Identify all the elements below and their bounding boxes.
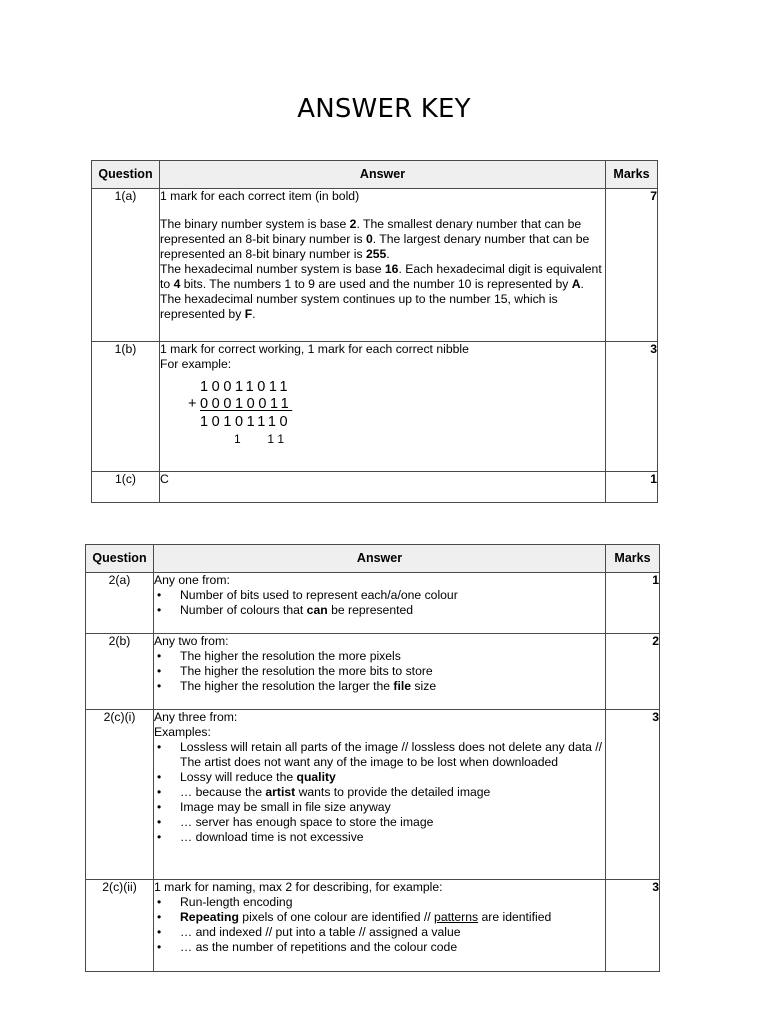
question-number: 2(a) bbox=[86, 573, 154, 634]
answer-intro: 1 mark for each correct item (in bold) bbox=[160, 189, 360, 203]
answer-cell bbox=[154, 634, 606, 710]
marks-value: 3 bbox=[606, 342, 658, 472]
marks-value: 1 bbox=[606, 573, 660, 634]
marks-value: 7 bbox=[606, 189, 658, 342]
marks-value: 2 bbox=[606, 634, 660, 710]
table-row-1c bbox=[92, 472, 658, 503]
header-question: Question bbox=[92, 161, 160, 189]
page-title: ANSWER KEY bbox=[297, 94, 471, 124]
table-row-2b bbox=[86, 634, 660, 710]
header-marks: Marks bbox=[606, 545, 660, 573]
table-row-1b bbox=[92, 342, 658, 472]
list-item: • Repeating pixels of one colour are identified // patterns are identified bbox=[154, 910, 605, 925]
header-question: Question bbox=[86, 545, 154, 573]
list-item: • Number of bits used to represent each/a/one colour bbox=[154, 588, 605, 603]
header-answer: Answer bbox=[154, 545, 606, 573]
answer-example-label: For example: bbox=[160, 357, 232, 371]
binary-result: 10101110 bbox=[200, 414, 292, 430]
list-item: • Lossy will reduce the quality bbox=[154, 770, 605, 785]
answer-cell bbox=[160, 189, 606, 342]
marks-value: 1 bbox=[606, 472, 658, 503]
answer-cell bbox=[154, 710, 606, 880]
list-item: • The higher the resolution the larger the file size bbox=[154, 679, 605, 694]
table-row-2cii bbox=[86, 880, 660, 972]
answer-cell bbox=[154, 573, 606, 634]
table-row-2ci bbox=[86, 710, 660, 880]
table-header-row bbox=[86, 545, 660, 573]
answer-paragraph-binary: The binary number system is base 2. The smallest denary number that can be represented an 8-bit binary number is 0. The largest denary number that can be represented an 8-bit binary number is 255. bbox=[160, 217, 590, 261]
answer-cell: C bbox=[160, 472, 606, 503]
list-item: • Run-length encoding bbox=[154, 895, 605, 910]
question-number: 2(b) bbox=[86, 634, 154, 710]
answer-table-1 bbox=[91, 160, 658, 503]
answer-example-label: Examples: bbox=[154, 725, 211, 739]
answer-table-2 bbox=[85, 544, 660, 972]
answer-list bbox=[154, 740, 605, 845]
binary-addition bbox=[160, 379, 605, 449]
answer-intro: Any two from: bbox=[154, 634, 229, 648]
list-item: • Lossless will retain all parts of the image // lossless does not delete any data // The artist does not want any of the image to be lost when downloaded bbox=[154, 740, 605, 770]
answer-intro: Any three from: bbox=[154, 710, 238, 724]
question-number: 2(c)(i) bbox=[86, 710, 154, 880]
header-marks: Marks bbox=[606, 161, 658, 189]
header-answer: Answer bbox=[160, 161, 606, 189]
question-number: 2(c)(ii) bbox=[86, 880, 154, 972]
list-item: • … as the number of repetitions and the colour code bbox=[154, 940, 605, 955]
answer-intro: Any one from: bbox=[154, 573, 230, 587]
table-header-row bbox=[92, 161, 658, 189]
list-item: • … and indexed // put into a table // assigned a value bbox=[154, 925, 605, 940]
list-item: • Number of colours that can be represented bbox=[154, 603, 605, 618]
answer-list bbox=[154, 895, 605, 955]
question-number: 1(b) bbox=[92, 342, 160, 472]
marks-value: 3 bbox=[606, 710, 660, 880]
answer-intro: 1 mark for correct working, 1 mark for each correct nibble bbox=[160, 342, 469, 356]
question-number: 1(a) bbox=[92, 189, 160, 342]
answer-list bbox=[154, 649, 605, 694]
question-number: 1(c) bbox=[92, 472, 160, 503]
binary-operand-1: 10011011 bbox=[200, 379, 292, 395]
list-item: • The higher the resolution the more bits to store bbox=[154, 664, 605, 679]
answer-paragraph-hexadecimal: The hexadecimal number system is base 16. Each hexadecimal digit is equivalent to 4 bits. The numbers 1 to 9 are used and the number 10 is represented by A. The hexadecimal number system continues up to the number 15, which is represented by F. bbox=[160, 262, 602, 321]
answer-cell bbox=[154, 880, 606, 972]
answer-intro: 1 mark for naming, max 2 for describing, for example: bbox=[154, 880, 443, 894]
binary-operand-2: 00010011 bbox=[200, 396, 293, 412]
marks-value: 3 bbox=[606, 880, 660, 972]
list-item: • … because the artist wants to provide the detailed image bbox=[154, 785, 605, 800]
answer-cell bbox=[160, 342, 606, 472]
list-item: • … server has enough space to store the image bbox=[154, 815, 605, 830]
answer-list bbox=[154, 588, 605, 618]
list-item: • … download time is not excessive bbox=[154, 830, 605, 845]
list-item: • The higher the resolution the more pixels bbox=[154, 649, 605, 664]
plus-sign: + bbox=[188, 396, 197, 412]
table-row-2a bbox=[86, 573, 660, 634]
list-item: • Image may be small in file size anyway bbox=[154, 800, 605, 815]
table-row-1a bbox=[92, 189, 658, 342]
carry-digits: 1 1 1 bbox=[234, 432, 285, 446]
